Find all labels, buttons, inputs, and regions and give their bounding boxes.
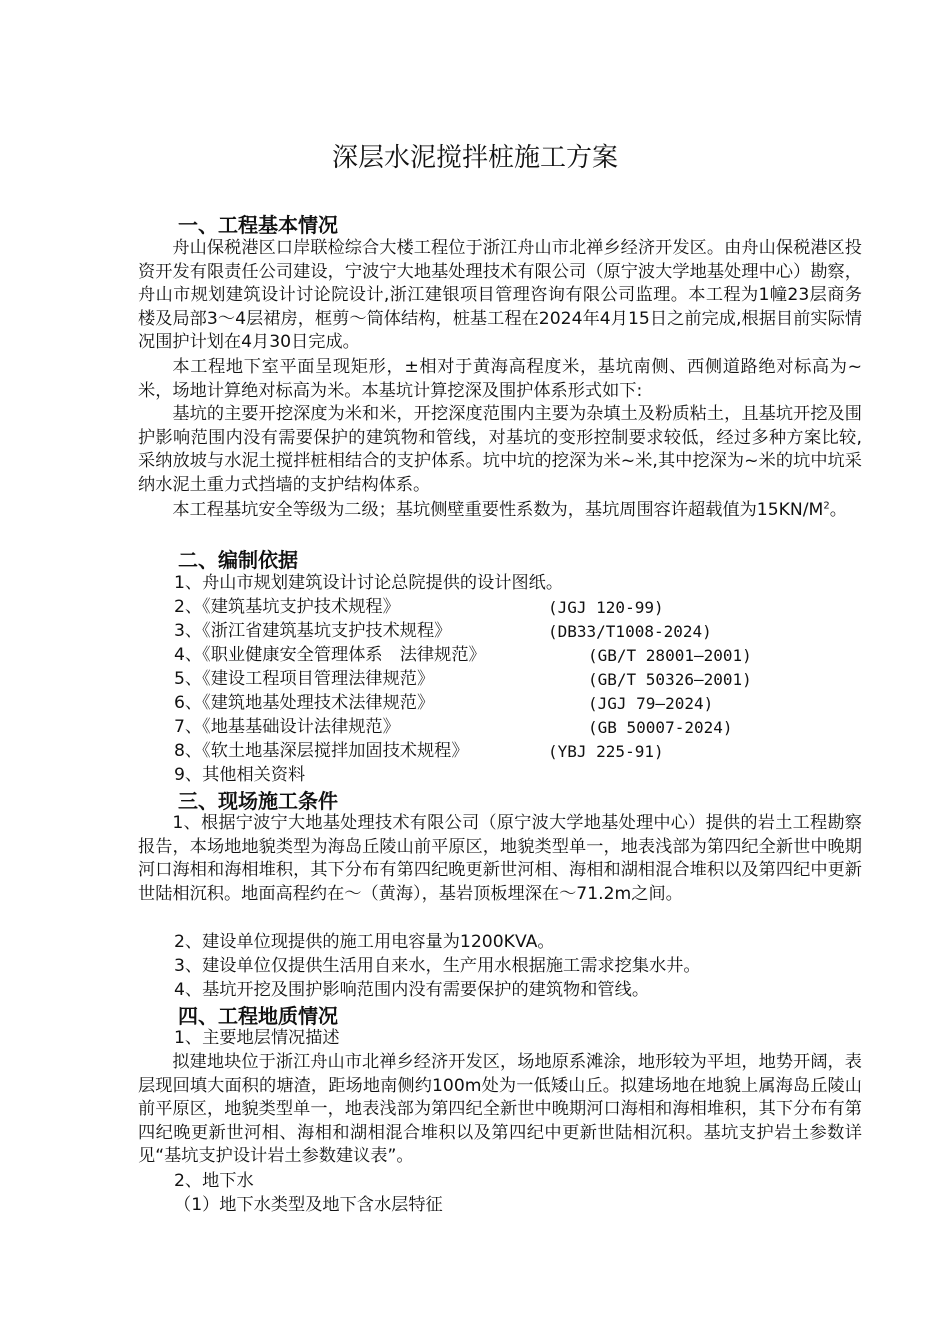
reference-code: (GB/T 50326—2001) xyxy=(588,670,752,689)
site-condition-protection: 4、基坑开挖及围护影响范围内没有需要保护的建筑物和管线。 xyxy=(174,980,650,1000)
reference-name: 5、《建设工程项目管理法律规范》 xyxy=(174,669,435,689)
reference-name: 7、《地基基础设计法律规范》 xyxy=(174,717,400,737)
reference-code: (GB/T 28001—2001) xyxy=(588,646,752,665)
paragraph-strata-description: 拟建地块位于浙江舟山市北禅乡经济开发区，场地原系滩涂，地形较为平坦，地势开阔，表层现回填大面积的塘渣，距场地南侧约100m处为一低矮山丘。拟建场地在地貌上属海岛丘陵山前平原区，地貌类型单一，地表浅部为第四纪全新世中晚期河口海相和海相堆积，其下分布有第四纪晚更新世河相、海相和湖相混合堆积以及第四纪中更新世陆相沉积。基坑支护岩土参数详见“基坑支护设计岩土参数建议表”。 xyxy=(138,1052,862,1167)
document-title: 深层水泥搅拌桩施工方案 xyxy=(331,143,618,173)
paragraph-safety-grade xyxy=(138,499,862,523)
reference-item xyxy=(174,620,712,644)
section-heading-geology: 四、工程地质情况 xyxy=(178,1004,338,1028)
reference-name: 8、《软土地基深层搅拌加固技术规程》 xyxy=(174,741,469,761)
reference-code: (JGJ 120-99) xyxy=(548,598,664,617)
reference-code: (JGJ 79—2024) xyxy=(588,694,714,713)
site-condition-power: 2、建设单位现提供的施工用电容量为1200KVA。 xyxy=(174,932,555,952)
section-heading-site-conditions: 三、现场施工条件 xyxy=(178,789,338,813)
basis-item-1: 1、舟山市规划建筑设计讨论总院提供的设计图纸。 xyxy=(174,573,564,593)
geology-subheading-aquifer: （1）地下水类型及地下含水层特征 xyxy=(174,1195,443,1215)
reference-item xyxy=(174,692,714,716)
reference-name: 6、《建筑地基处理技术法律规范》 xyxy=(174,693,435,713)
reference-code: (YBJ 225-91) xyxy=(548,742,664,761)
reference-name: 2、《建筑基坑支护技术规程》 xyxy=(174,597,400,617)
section-heading-basic-info: 一、工程基本情况 xyxy=(178,213,338,237)
reference-item xyxy=(174,596,664,620)
section-heading-basis: 二、编制依据 xyxy=(178,548,298,572)
basis-item-9: 9、其他相关资料 xyxy=(174,765,306,785)
paragraph-project-overview: 舟山保税港区口岸联检综合大楼工程位于浙江舟山市北禅乡经济开发区。由舟山保税港区投资开发有限责任公司建设，宁波宁大地基处理技术有限公司（原宁波大学地基处理中心）勘察，舟山市规划建筑设计讨论院设计,浙江建银项目管理咨询有限公司监理。本工程为1幢23层商务楼及局部3～4层裙房，框剪～筒体结构，桩基工程在2024年4月15日之前完成,根据目前实际情况围护计划在4月30日完成。 xyxy=(138,238,862,353)
geology-subheading-groundwater: 2、地下水 xyxy=(174,1171,254,1191)
safety-grade-text: 本工程基坑安全等级为二级；基坑侧壁重要性系数为，基坑周围容许超载值为15KN/M xyxy=(172,500,824,520)
reference-name: 4、《职业健康安全管理体系 法律规范》 xyxy=(174,645,486,665)
paragraph-survey-report: 1、根据宁波宁大地基处理技术有限公司（原宁波大学地基处理中心）提供的岩土工程勘察报告，本场地地貌类型为海岛丘陵山前平原区，地貌类型单一，地表浅部为第四纪全新世中晚期河口海相和海相堆积，其下分布有第四纪晚更新世河相、海相和湖相混合堆积以及第四纪中更新世陆相沉积。地面高程约在～（黄海），基岩顶板埋深在～71.2m之间。 xyxy=(138,813,862,904)
reference-code: (GB 50007-2024) xyxy=(588,718,733,737)
paragraph-excavation-depth: 基坑的主要开挖深度为米和米，开挖深度范围内主要为杂填土及粉质粘土，且基坑开挖及围护影响范围内没有需要保护的建筑物和管线，对基坑的变形控制要求较低，经过多种方案比较,采纳放坡与水泥土搅拌桩相结合的支护体系。坑中坑的挖深为米~米,其中挖深为~米的坑中坑采纳水泥土重力式挡墙的支护结构体系。 xyxy=(138,404,862,495)
geology-subheading-strata: 1、主要地层情况描述 xyxy=(174,1028,340,1048)
reference-item xyxy=(174,740,664,764)
safety-grade-end: 。 xyxy=(829,500,847,520)
reference-code: (DB33/T1008-2024) xyxy=(548,622,712,641)
superscript-2: 2 xyxy=(823,500,830,512)
paragraph-basement-elevation: 本工程地下室平面呈现矩形，±相对于黄海高程度米，基坑南侧、西侧道路绝对标高为~米，场地计算绝对标高为米。本基坑计算挖深及围护体系形式如下: xyxy=(138,357,862,401)
reference-item xyxy=(174,644,752,668)
site-condition-water: 3、建设单位仅提供生活用自来水，生产用水根据施工需求挖集水井。 xyxy=(174,956,701,976)
reference-item xyxy=(174,668,752,692)
reference-name: 3、《浙江省建筑基坑支护技术规程》 xyxy=(174,621,452,641)
reference-item xyxy=(174,716,733,740)
